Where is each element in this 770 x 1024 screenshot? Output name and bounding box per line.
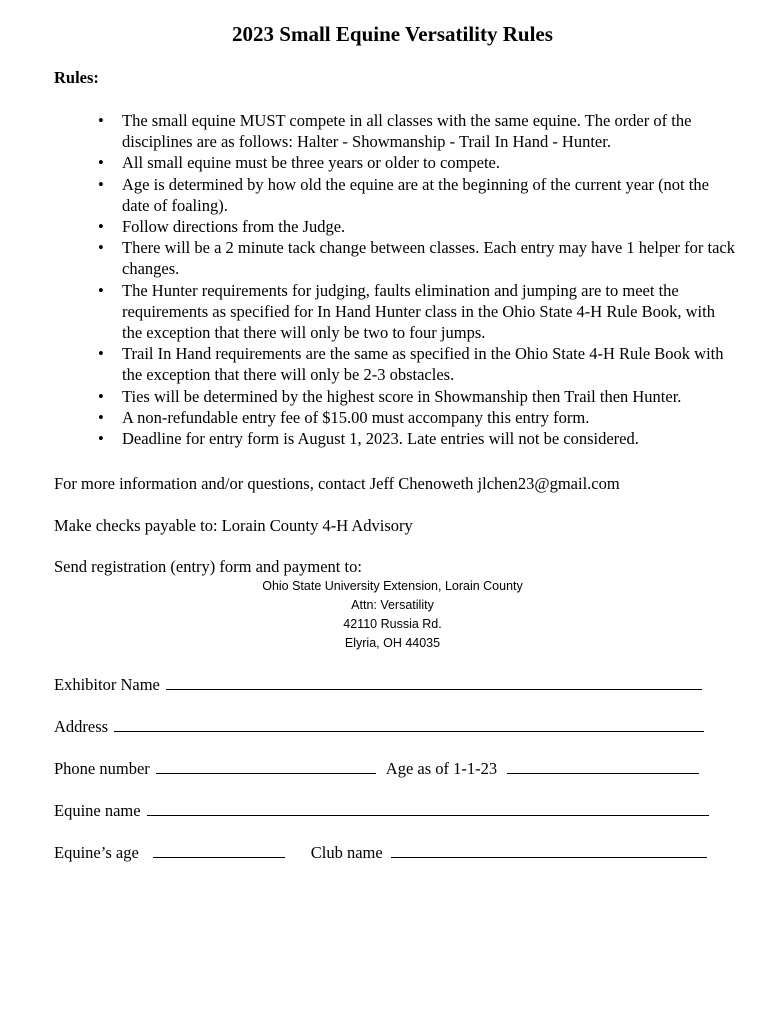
address-label: Address <box>54 717 109 736</box>
rule-text: The Hunter requirements for judging, faults elimination and jumping are to meet the requirements as specified for In Hand Hunter class in the Ohio State 4-H Rule Book, with the exception that there will only be two to four jumps. <box>122 280 715 343</box>
bullet-icon: • <box>98 238 104 258</box>
rule-text: Age is determined by how old the equine are at the beginning of the current year (not the date of foaling). <box>122 174 709 215</box>
rule-text: The small equine MUST compete in all classes with the same equine. The order of the disciplines are as follows: Halter - Showmanship - Trail In Hand - Hunter. <box>122 111 692 152</box>
list-item <box>98 280 738 344</box>
bullet-icon: • <box>98 174 104 194</box>
list-item <box>98 216 738 237</box>
rule-text: Deadline for entry form is August 1, 2023. Late entries will not be considered. <box>122 429 639 449</box>
rule-text: Follow directions from the Judge. <box>122 217 346 237</box>
phone-label: Phone number <box>54 759 150 778</box>
bullet-icon: • <box>98 407 104 427</box>
address-row <box>54 716 704 737</box>
bullet-icon: • <box>98 280 104 300</box>
list-item <box>98 174 738 216</box>
page-title: 2023 Small Equine Versatility Rules <box>232 22 553 46</box>
exhibitor-name-label: Exhibitor Name <box>54 675 160 694</box>
equine-age-field[interactable] <box>153 842 285 858</box>
address-field[interactable] <box>114 716 704 732</box>
club-name-field[interactable] <box>391 842 707 858</box>
address-line: Attn: Versatility <box>351 598 434 612</box>
checks-payable: Make checks payable to: Lorain County 4-H Advisory <box>54 516 413 535</box>
list-item <box>98 428 738 449</box>
equine-name-row <box>54 800 709 821</box>
phone-field[interactable] <box>156 758 376 774</box>
mailing-address <box>0 577 770 653</box>
list-item <box>98 407 738 428</box>
rule-text: Trail In Hand requirements are the same as specified in the Ohio State 4-H Rule Book with the exception that there will only be 2-3 obstacles. <box>122 344 724 385</box>
list-item <box>98 386 738 407</box>
list-item <box>98 152 738 173</box>
rule-text: There will be a 2 minute tack change between classes. Each entry may have 1 helper for tack changes. <box>122 238 735 279</box>
list-item <box>98 343 738 385</box>
send-instructions: Send registration (entry) form and payment to: <box>54 557 362 576</box>
rules-heading: Rules: <box>54 68 99 87</box>
club-name-label: Club name <box>310 843 383 862</box>
address-line: 42110 Russia Rd. <box>343 617 442 631</box>
exhibitor-name-row <box>54 674 702 695</box>
rule-text: All small equine must be three years or older to compete. <box>122 153 501 173</box>
contact-info: For more information and/or questions, contact Jeff Chenoweth jlchen23@gmail.com <box>54 474 620 493</box>
equine-age-club-row <box>54 842 707 863</box>
phone-age-row <box>54 758 699 779</box>
bullet-icon: • <box>98 217 104 237</box>
equine-age-label: Equine’s age <box>54 843 139 862</box>
address-line: Elyria, OH 44035 <box>344 636 441 650</box>
rule-text: Ties will be determined by the highest score in Showmanship then Trail then Hunter. <box>122 386 682 406</box>
address-line: Ohio State University Extension, Lorain County <box>262 579 523 593</box>
bullet-icon: • <box>98 429 104 449</box>
exhibitor-name-field[interactable] <box>166 674 702 690</box>
rules-list <box>98 110 738 449</box>
bullet-icon: • <box>98 111 104 130</box>
list-item <box>98 110 738 152</box>
rule-text: A non-refundable entry fee of $15.00 must accompany this entry form. <box>122 407 590 427</box>
equine-name-label: Equine name <box>54 801 141 820</box>
equine-name-field[interactable] <box>147 800 709 816</box>
bullet-icon: • <box>98 386 104 406</box>
list-item <box>98 237 738 279</box>
age-field[interactable] <box>507 758 699 774</box>
bullet-icon: • <box>98 344 104 364</box>
bullet-icon: • <box>98 153 104 173</box>
age-label: Age as of 1-1-23 <box>385 759 498 778</box>
